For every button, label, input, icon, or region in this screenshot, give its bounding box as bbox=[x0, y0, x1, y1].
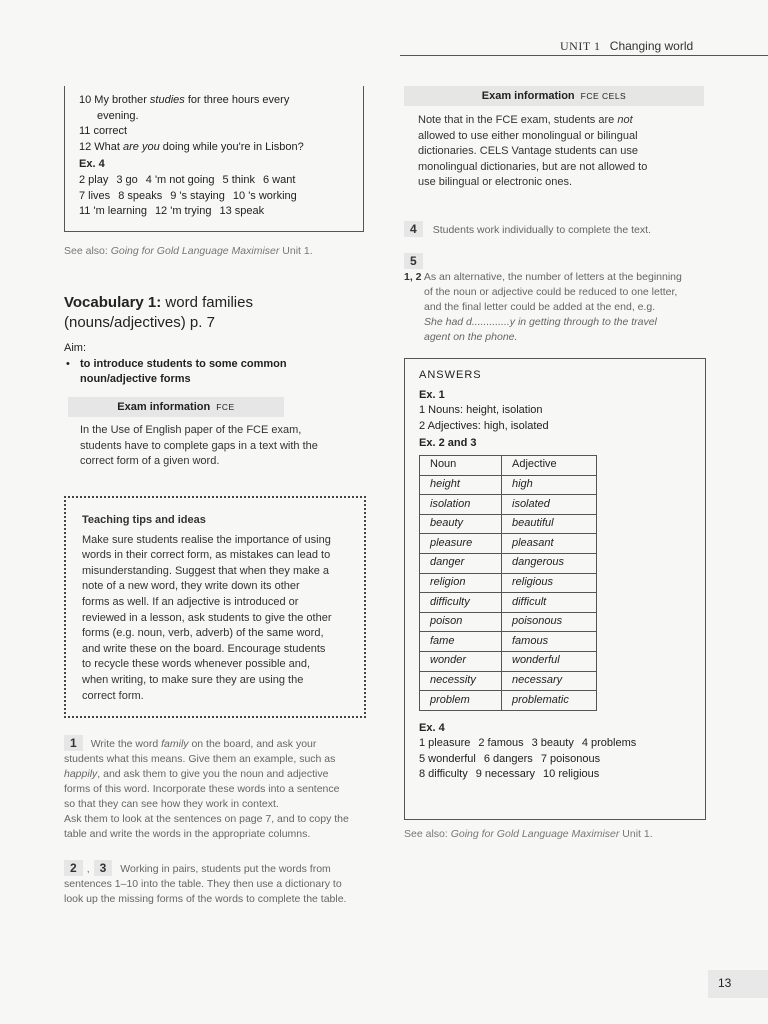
step-2-number: 2 bbox=[64, 860, 83, 876]
tips-text: Make sure students realise the importance of using words in their correct form, as mistakes can lead to misunderstanding. Suggest that when they make a note of a new word, they write down its other forms as well. If an adjective is introduced or reviewed in a lesson, ask students to give the other forms (e.g. noun, verb, adverb) of the same word, and write these on the board. Encourage students to recycle these words whenever possible and, when writing, to make sure they are using the correct form. bbox=[82, 533, 332, 702]
teaching-tips-box bbox=[64, 496, 366, 718]
answer-line-10: 10 My brother studies for three hours every bbox=[79, 94, 290, 106]
aim-block bbox=[64, 341, 287, 388]
exam-info-right bbox=[404, 86, 704, 191]
step-1-number: 1 bbox=[64, 735, 83, 751]
tips-title: Teaching tips and ideas bbox=[82, 514, 206, 526]
see-also-right: See also: Going for Gold Language Maximiser Unit 1. bbox=[404, 828, 653, 840]
step-4-number: 4 bbox=[404, 221, 423, 237]
exam-info-left bbox=[64, 397, 364, 470]
aim-bullet: • to introduce students to some common noun/adjective forms bbox=[66, 357, 287, 386]
table-row: wonder wonderful bbox=[420, 651, 597, 671]
aim-label: Aim: bbox=[64, 342, 86, 354]
unit-title: Changing world bbox=[609, 39, 694, 53]
table-row: difficulty difficult bbox=[420, 593, 597, 613]
ex4-title-right: Ex. 4 bbox=[419, 721, 445, 734]
step-4: 4 Students work individually to complete the text. bbox=[404, 222, 651, 238]
step-2-3: 2 , 3 Working in pairs, students put the words from sentences 1–10 into the table. They then use a dictionary to look up the missing forms of the words to complete the table. bbox=[64, 861, 347, 905]
answer-line-10-cont: evening. bbox=[97, 109, 139, 122]
ex4-row-1: 2 play 3 go 4 'm not going 5 think 6 want bbox=[79, 173, 296, 186]
step-3-number: 3 bbox=[94, 860, 113, 876]
ex1-title: Ex. 1 bbox=[419, 388, 445, 401]
ex1-answer-1: 1 Nouns: height, isolation bbox=[419, 404, 543, 417]
exam-info-left-text: In the Use of English paper of the FCE exam, students have to complete gaps in a text with the correct form of a given word. bbox=[80, 424, 318, 468]
step-5-number: 5 bbox=[404, 253, 423, 269]
vocab-heading: Vocabulary 1: word families (nouns/adjectives) p. 7 bbox=[64, 294, 253, 331]
exam-info-left-title: Exam information FCE bbox=[68, 397, 284, 417]
ex4-row-3: 11 'm learning 12 'm trying 13 speak bbox=[79, 205, 265, 218]
unit-label: UNIT 1 bbox=[560, 39, 601, 53]
header-rule bbox=[400, 55, 768, 56]
ex4-right-row-2: 5 wonderful 6 dangers 7 poisonous bbox=[419, 752, 601, 765]
table-row: danger dangerous bbox=[420, 553, 597, 573]
ex4-right-row-1: 1 pleasure 2 famous 3 beauty 4 problems bbox=[419, 737, 637, 750]
answers-box-left bbox=[64, 86, 364, 232]
answers-title: ANSWERS bbox=[419, 369, 482, 381]
table-row: necessity necessary bbox=[420, 671, 597, 691]
answer-line-11: 11 correct bbox=[79, 125, 128, 138]
exam-info-right-text: Note that in the FCE exam, students are not allowed to use either monolingual or bilingual dictionaries. CELS Vantage students can use monolingual dictionaries, but are not allowed to use bilingual or electronic ones. bbox=[418, 114, 648, 189]
table-row: pleasure pleasant bbox=[420, 534, 597, 554]
answer-line-12: 12 What are you doing while you're in Lisbon? bbox=[79, 140, 304, 153]
table-row: height high bbox=[420, 475, 597, 495]
running-header bbox=[560, 39, 693, 54]
table-row: religion religious bbox=[420, 573, 597, 593]
table-row: fame famous bbox=[420, 632, 597, 652]
table-row: isolation isolated bbox=[420, 495, 597, 515]
table-header-row bbox=[420, 455, 597, 475]
ex23-title: Ex. 2 and 3 bbox=[419, 437, 477, 450]
table-row: poison poisonous bbox=[420, 612, 597, 632]
table-row: beauty beautiful bbox=[420, 514, 597, 534]
table-header-noun: Noun bbox=[420, 455, 502, 475]
page-number: 13 bbox=[708, 970, 768, 998]
ex4-title-left: Ex. 4 bbox=[79, 158, 105, 171]
ex4-row-2: 7 lives 8 speaks 9 's staying 10 's working bbox=[79, 189, 297, 202]
word-family-table bbox=[419, 455, 597, 711]
step-5: 5 1, 2 As an alternative, the number of letters at the beginning of the noun or adjective could be reduced to one letter, and the final letter could be added at the end, e.g. She had d.............y in getting through to the travel agent on the phone. bbox=[404, 254, 682, 343]
ex4-right-row-3: 8 difficulty 9 necessary 10 religious bbox=[419, 768, 600, 781]
ex1-answer-2: 2 Adjectives: high, isolated bbox=[419, 419, 549, 432]
answers-box-right bbox=[404, 358, 706, 820]
step-1: 1 Write the word family on the board, and ask your students what this means. Give them an example, such as happily, and ask them to give you the noun and adjective forms of this word. Incorporate these words into a sentence so that they can see how they work in context. Ask them to look at the sentences on page 7, and to copy the table and write the words in the appropriate columns. bbox=[64, 736, 349, 840]
table-header-adjective: Adjective bbox=[502, 455, 597, 475]
see-also-left: See also: Going for Gold Language Maximiser Unit 1. bbox=[64, 245, 313, 257]
table-row: problem problematic bbox=[420, 691, 597, 711]
exam-info-right-title: Exam information FCE CELS bbox=[404, 86, 704, 106]
